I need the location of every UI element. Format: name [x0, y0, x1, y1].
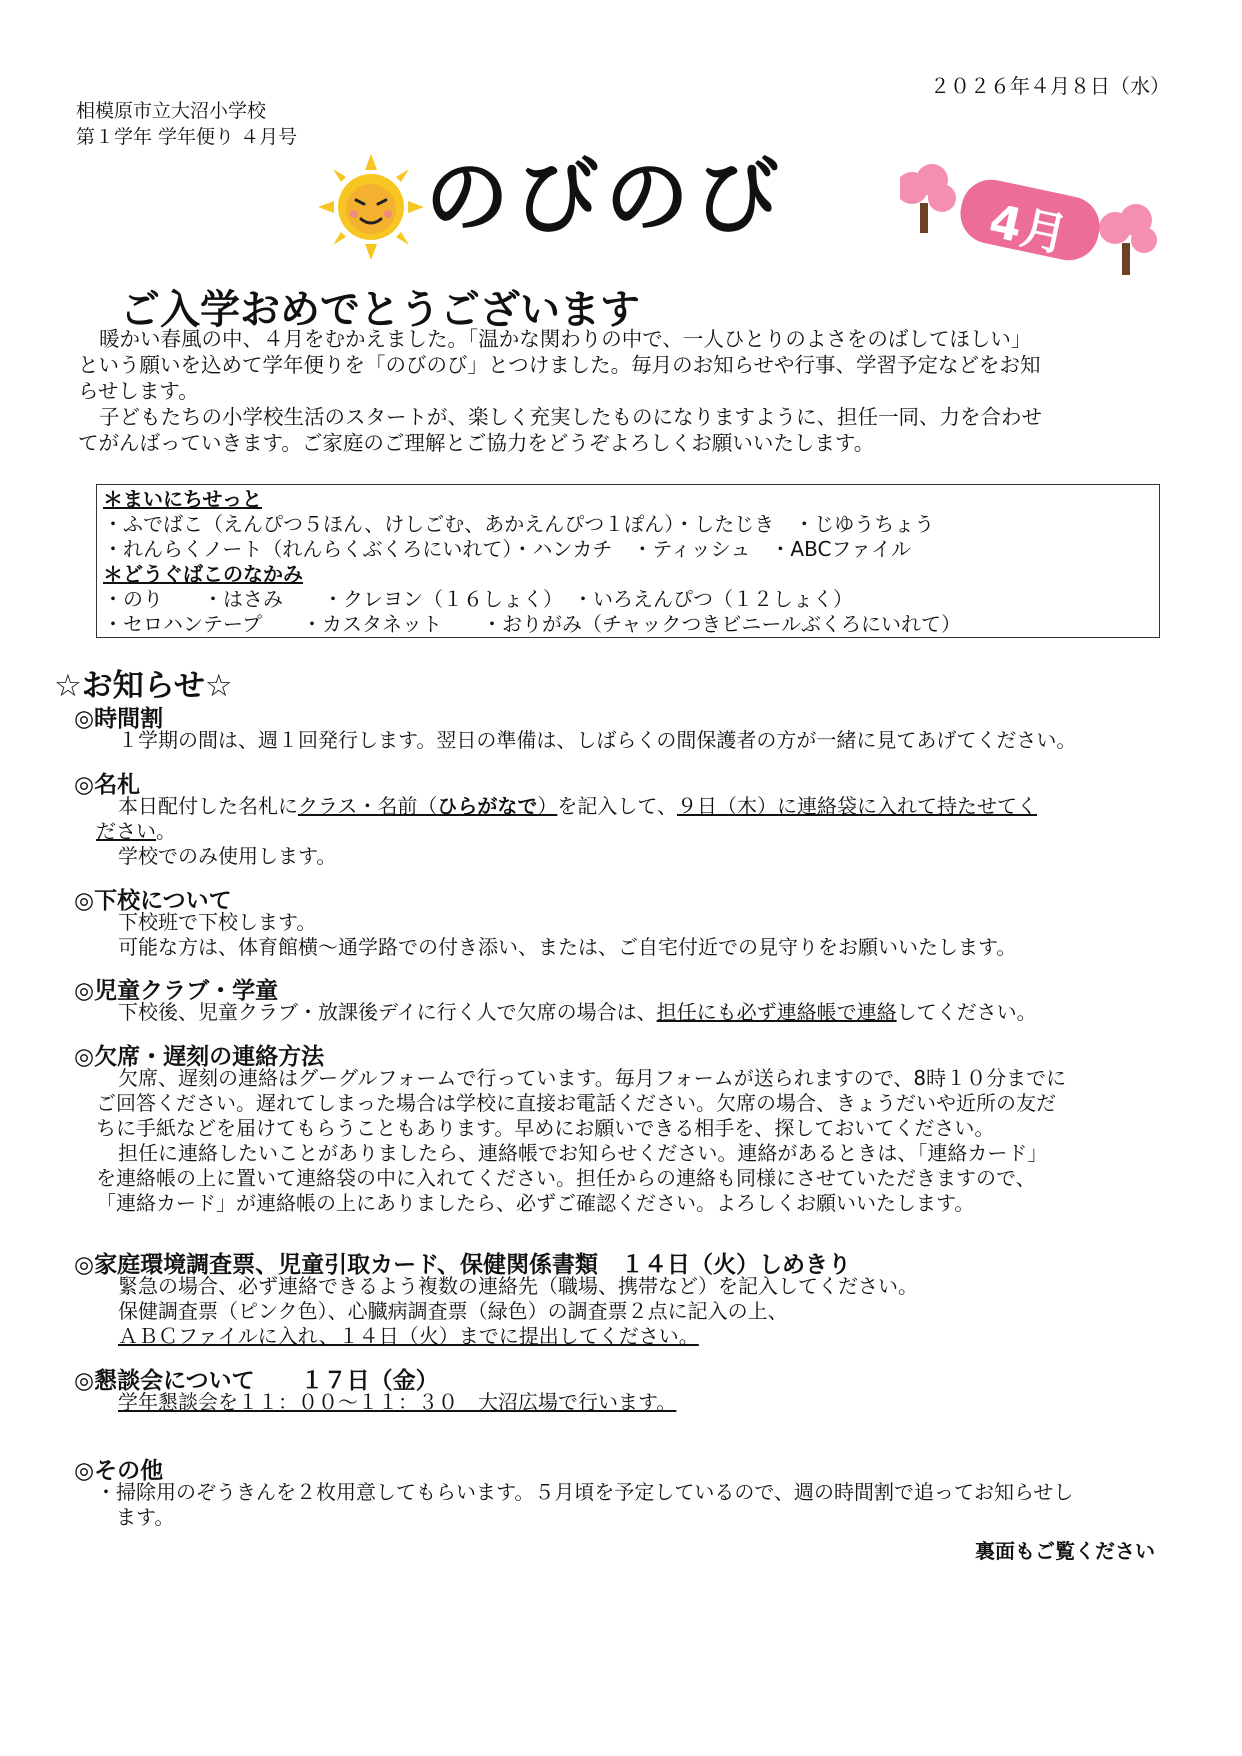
text-span: ＡＢＣファイルに入れ、１４日（火）までに提出してください。	[118, 1324, 699, 1348]
section-heading-absence: ◎欠席・遅刻の連絡方法	[74, 1044, 325, 1070]
section-heading-other: ◎その他	[74, 1458, 164, 1484]
absence-line: ご回答ください。遅れてしまった場合は学校に直接お電話ください。欠席の場合、きょうだいや近所の友だ	[96, 1091, 1056, 1115]
text-span: クラス・名前（	[298, 794, 438, 818]
supply-line: ・のり ・はさみ ・クレヨン（１６しょく） ・いろえんぴつ（１２しょく）	[103, 587, 853, 611]
section-heading-timetable: ◎時間割	[74, 706, 164, 732]
section-heading-club: ◎児童クラブ・学童	[74, 978, 279, 1004]
other-line: ・掃除用のぞうきんを２枚用意してもらいます。５月頃を予定しているので、週の時間割で追ってお知らせし	[96, 1480, 1074, 1504]
absence-line: 担任に連絡したいことがありましたら、連絡帳でお知らせください。連絡があるときは、「連絡カード」	[118, 1141, 1048, 1165]
text-span: 本日配付した名札に	[118, 794, 298, 818]
section-heading-meeting: ◎懇談会について １７日（金）	[74, 1368, 439, 1394]
issue-date: ２０２６年４月８日（水）	[930, 74, 1170, 98]
text-span: 学年懇談会を１１：００〜１１：３０ 大沼広場で行います。	[118, 1390, 677, 1414]
text-span: ひらがなで	[437, 794, 538, 818]
text-span: 担任にも必ず連絡帳で連絡	[656, 1000, 897, 1024]
nametag-line-2	[96, 819, 176, 844]
absence-line: を連絡帳の上に置いて連絡袋の中に入れてください。担任からの連絡も同様にさせていただきますので、	[96, 1166, 1036, 1190]
nametag-line-1	[96, 794, 1037, 819]
section-heading-forms: ◎家庭環境調査票、児童引取カード、保健関係書類 １４日（火）しめきり	[74, 1252, 851, 1278]
other-line: ます。	[96, 1505, 175, 1529]
forms-line: 保健調査票（ピンク色）、心臓病調査票（緑色）の調査票２点に記入の上、	[118, 1299, 788, 1323]
month-badge	[900, 158, 1160, 288]
supply-line: ・れんらくノート（れんらくぶくろにいれて）・ハンカチ ・ティッシュ ・ABCファイル	[103, 537, 912, 561]
section-heading-nametag: ◎名札	[74, 772, 141, 798]
dismissal-line: 可能な方は、体育館横〜通学路での付き添い、または、ご自宅付近での見守りをお願いいたします。	[118, 935, 1017, 959]
supply-line: ・ふでばこ（えんぴつ５ほん、けしごむ、あかえんぴつ１ぽん）・したじき ・じゆうちょう	[103, 512, 935, 536]
welcome-intro	[78, 326, 1168, 456]
text-span: ９日（木）に連絡袋に入れて持たせてく	[677, 794, 1038, 818]
notices-title: ☆お知らせ☆	[54, 668, 233, 704]
nametag-line-3: 学校でのみ使用します。	[118, 844, 337, 868]
month-label: 4月	[984, 193, 1073, 263]
text-span: ださい	[96, 819, 156, 843]
supply-line: ・セロハンテープ ・カスタネット ・おりがみ（チャックつきビニールぶくろにいれて）	[103, 612, 961, 636]
newsletter-title: のびのび	[425, 148, 786, 246]
intro-line: らせします。	[78, 379, 199, 403]
sun-icon	[316, 152, 426, 262]
text-span: してください。	[896, 1000, 1037, 1024]
section-heading-dismissal: ◎下校について	[74, 888, 232, 914]
toolbox-heading: ＊どうぐばこのなかみ	[103, 562, 303, 586]
text-span: 。	[156, 819, 176, 843]
intro-line: 子どもたちの小学校生活のスタートが、楽しく充実したものになりますように、担任一同、力を合わせ	[99, 405, 1042, 429]
forms-line: 緊急の場合、必ず連絡できるよう複数の連絡先（職場、携帯など）を記入してください。	[118, 1274, 918, 1298]
issue-label: 第１学年 学年便り ４月号	[76, 126, 298, 148]
intro-line: 暖かい春風の中、４月をむかえました。「温かな関わりの中で、一人ひとりのよさをのばしてほしい」	[99, 327, 1032, 351]
absence-line: 欠席、遅刻の連絡はグーグルフォームで行っています。毎月フォームが送られますので、8時１０分までに	[118, 1066, 1067, 1090]
text-span: 下校後、児童クラブ・放課後デイに行く人で欠席の場合は、	[118, 1000, 657, 1024]
absence-line: 「連絡カード」が連絡帳の上にありましたら、必ずご確認ください。よろしくお願いいたします。	[96, 1191, 975, 1215]
intro-line: てがんばっていきます。ご家庭のご理解とご協力をどうぞよろしくお願いいたします。	[78, 431, 875, 455]
supplies-box	[96, 484, 1160, 638]
club-line	[96, 1000, 1037, 1025]
text-span: を記入して、	[557, 794, 678, 818]
daily-set-heading: ＊まいにちせっと	[103, 487, 262, 511]
dismissal-line: 下校班で下校します。	[118, 910, 317, 934]
school-name: 相模原市立大沼小学校	[76, 100, 267, 122]
text-span: ）	[537, 794, 558, 818]
forms-line	[96, 1324, 699, 1349]
timetable-text: １学期の間は、週１回発行します。翌日の準備は、しばらくの間保護者の方が一緒に見てあげてください。	[118, 728, 1077, 752]
absence-line: ちに手紙などを届けてもらうこともあります。早めにお願いできる相手を、探しておいてください。	[96, 1116, 995, 1140]
see-back-note: 裏面もご覧ください	[975, 1539, 1155, 1563]
school-info	[76, 98, 297, 150]
welcome-heading: ご入学おめでとうございます	[120, 287, 640, 333]
intro-line: という願いを込めて学年便りを「のびのび」とつけました。毎月のお知らせや行事、学習予定などをお知	[78, 353, 1041, 377]
meeting-line	[96, 1390, 676, 1415]
